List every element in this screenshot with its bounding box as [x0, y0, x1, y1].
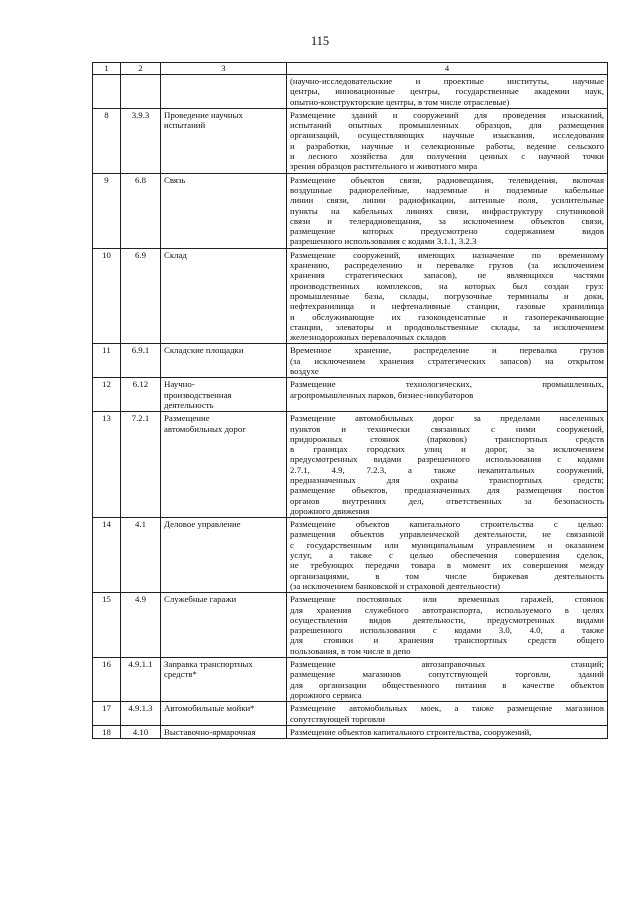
header-cell: 3: [161, 63, 287, 75]
table-row: [93, 725, 608, 738]
use-description: [287, 344, 608, 378]
use-name: [161, 702, 287, 726]
description-line: хранению, распределению и перевалке грузов (за исключением: [290, 260, 604, 271]
description-line: производственных комплексов, на которых был создан груз:: [290, 280, 604, 291]
header-cell: 1: [93, 63, 121, 75]
description-line: разрешенного использования с кодами 3.1.1, 3.2.3: [290, 236, 477, 247]
description-line: для организации общественного питания в качестве объектов: [290, 679, 604, 690]
description-line: Размещение автозаправочных станций;: [290, 659, 604, 670]
use-code: 6.9.1: [121, 344, 161, 378]
use-name: [161, 658, 287, 702]
table-row: [93, 248, 608, 344]
description-line: Размещение сооружений, имеющих назначение по временному: [290, 249, 604, 260]
use-name-line: Заправка транспортных: [164, 659, 253, 670]
description-line: организациями, в том числе биржевая деятельность: [290, 570, 604, 581]
description-line: сопутствующей торговли: [290, 713, 385, 724]
description-line: Размещение автомобильных дорог за пределами населенных: [290, 413, 604, 424]
use-name-line: Связь: [164, 174, 186, 185]
table-body: [93, 75, 608, 739]
row-number: 8: [93, 108, 121, 173]
description-line: хранения стратегических запасов), не являющихся частями: [290, 270, 604, 281]
description-line: пользования, в том числе в депо: [290, 645, 411, 656]
use-name: [161, 248, 287, 344]
use-name-line: Автомобильные мойки*: [164, 703, 255, 714]
text-line: центры, инновационные центры, государственные академии наук,: [290, 86, 604, 97]
use-name-line: средств*: [164, 669, 197, 680]
use-code: 6.8: [121, 173, 161, 248]
description-line: (за исключением хранения стратегических запасов) на открытом: [290, 355, 604, 366]
description-line: с государственным или муниципальным управлением и оказанием: [290, 539, 604, 550]
description-line: Размещение объектов капитального строительства с целью:: [290, 519, 604, 530]
header-cell: 2: [121, 63, 161, 75]
use-name-line: Склад: [164, 249, 187, 260]
use-code: 7.2.1: [121, 412, 161, 518]
use-name-line: автомобильных дорог: [164, 423, 246, 434]
use-name-line: Складские площадки: [164, 345, 244, 356]
description-line: 2.7.1, 4.9, 7.2.3, а также некапитальных сооружений,: [290, 464, 604, 475]
description-line: предусмотренных видами разрешенного использования с кодами: [290, 454, 604, 465]
use-description: [287, 593, 608, 658]
description-line: осуществления видов деятельности, предусмотренных видами: [290, 614, 604, 625]
use-description: [287, 378, 608, 412]
description-line: пунктов и технически связанных с ними сооружений,: [290, 423, 604, 434]
description-line: разрешенного использования с кодами 3.0, 4.0, а также: [290, 625, 604, 636]
description-line: размещение объектов, предназначенных для размещения постов: [290, 485, 604, 496]
description-line: станции, элеваторы и продовольственные склады, за исключением: [290, 321, 604, 332]
use-name: [161, 725, 287, 738]
description-line: для хранения служебного автотранспорта, используемого в целях: [290, 604, 604, 615]
land-use-table: [92, 62, 608, 739]
use-name-line: Проведение научных: [164, 109, 243, 120]
table-row: [93, 378, 608, 412]
table-row: [93, 412, 608, 518]
header-cell: 4: [287, 63, 608, 75]
description-line: размещения объектов управленческой деятельности, не связанной: [290, 529, 604, 540]
description-line: размещение магазинов сопутствующей торговли, зданий: [290, 669, 604, 680]
description-line: и лесного хозяйства для получения ценных с научной точки: [290, 151, 604, 162]
description-line: предназначенных для охраны транспортных средств;: [290, 474, 604, 485]
row-number: 17: [93, 702, 121, 726]
use-description: [287, 412, 608, 518]
use-name-line: Научно-: [164, 379, 195, 390]
use-name-line: деятельность: [164, 399, 214, 410]
use-code: 3.9.3: [121, 108, 161, 173]
use-name: [161, 518, 287, 593]
description-line: испытаний опытных промышленных образцов, для размещения: [290, 120, 604, 131]
description-line: агропромышленных парков, бизнес-инкубаторов: [290, 389, 474, 400]
description-line: зрения образцов растительного и животного мира: [290, 161, 478, 172]
use-code: 4.9.1.1: [121, 658, 161, 702]
use-code: 4.9.1.3: [121, 702, 161, 726]
row-number: 18: [93, 725, 121, 738]
description-line: пункты на кабельных линиях связи, инфраструктуру спутниковой: [290, 205, 604, 216]
description-line: Размещение постоянных или временных гаражей, стоянок: [290, 594, 604, 605]
row-number: 10: [93, 248, 121, 344]
use-name: [161, 378, 287, 412]
row-number: 16: [93, 658, 121, 702]
table-row: [93, 518, 608, 593]
description-line: размещение которых предусмотрено содержанием видов: [290, 226, 604, 237]
use-name: [161, 173, 287, 248]
description-line: Размещение автомобильных моек, а также размещение магазинов: [290, 703, 604, 714]
description-line: воздухе: [290, 366, 319, 377]
empty-cell: [161, 75, 287, 109]
use-description: [287, 658, 608, 702]
use-code: 4.9: [121, 593, 161, 658]
use-name-line: Размещение: [164, 413, 210, 424]
continuation-description: [287, 75, 608, 109]
description-line: органов внутренних дел, ответственных за безопасность: [290, 495, 604, 506]
table-row: [93, 658, 608, 702]
row-number: 12: [93, 378, 121, 412]
use-code: 4.10: [121, 725, 161, 738]
description-line: линии связи, линии радиофикации, антенные поля, усилительные: [290, 195, 604, 206]
use-description: [287, 108, 608, 173]
table-row: [93, 173, 608, 248]
table-row: [93, 344, 608, 378]
row-number: 15: [93, 593, 121, 658]
table-header-row: [93, 63, 608, 75]
description-line: в границах городских улиц и дорог, за исключением: [290, 444, 604, 455]
use-description: [287, 173, 608, 248]
table-row: [93, 593, 608, 658]
description-line: не требующих передачи товара в момент их совершения между: [290, 560, 604, 571]
description-line: и обслуживающие их газоконденсатные и газоперекачивающие: [290, 311, 604, 322]
description-line: связи и телерадиовещания, за исключением объектов связи,: [290, 215, 604, 226]
row-number: 14: [93, 518, 121, 593]
description-line: Размещение объектов связи, радиовещания, телевидения, включая: [290, 174, 604, 185]
description-line: Размещение зданий и сооружений для проведения изысканий,: [290, 109, 604, 120]
use-code: 4.1: [121, 518, 161, 593]
description-line: Размещение объектов капитального строительства, сооружений,: [290, 726, 532, 737]
use-description: [287, 725, 608, 738]
continuation-row: [93, 75, 608, 109]
description-line: (за исключением банковской и страховой деятельности): [290, 580, 501, 591]
description-line: Размещение технологических, промышленных,: [290, 379, 604, 390]
use-description: [287, 702, 608, 726]
description-line: железнодорожных перевалочных складов: [290, 332, 446, 343]
description-line: для стоянки и хранения транспортных средств общего: [290, 635, 604, 646]
use-name-line: Выставочно-ярмарочная: [164, 726, 256, 737]
use-code: 6.9: [121, 248, 161, 344]
use-name-line: производственная: [164, 389, 232, 400]
empty-cell: [121, 75, 161, 109]
use-name-line: испытаний: [164, 120, 206, 131]
description-line: придорожных стоянок (парковок) транспортных средств: [290, 433, 604, 444]
table-row: [93, 702, 608, 726]
description-line: воздушные радиорелейные, надземные и подземные кабельные: [290, 184, 604, 195]
row-number: 11: [93, 344, 121, 378]
description-line: и разработки, научные и селекционные работы, ведение сельского: [290, 140, 604, 151]
use-description: [287, 518, 608, 593]
use-name: [161, 593, 287, 658]
text-line: (научно-исследовательские и проектные институты, научные: [290, 76, 604, 86]
description-line: дорожного сервиса: [290, 689, 362, 700]
use-name: [161, 344, 287, 378]
use-description: [287, 248, 608, 344]
use-name-line: Служебные гаражи: [164, 594, 237, 605]
description-line: дорожного движения: [290, 505, 370, 516]
page-number: 115: [310, 34, 330, 48]
use-name-line: Деловое управление: [164, 519, 241, 530]
use-code: 6.12: [121, 378, 161, 412]
description-line: услуг, а также с целью обеспечения совершения сделок,: [290, 550, 604, 561]
row-number: 9: [93, 173, 121, 248]
text-line: опытно-конструкторские центры, в том числе отраслевые): [290, 96, 510, 107]
description-line: Временное хранение, распределение и перевалка грузов: [290, 345, 604, 356]
description-line: промышленные базы, склады, погрузочные терминалы и доки,: [290, 290, 604, 301]
row-number: 13: [93, 412, 121, 518]
empty-cell: [93, 75, 121, 109]
description-line: организаций, осуществляющих научные изыскания, исследования: [290, 130, 604, 141]
description-line: нефтехранилища и нефтеналивные станции, газовые хранилища: [290, 301, 604, 312]
use-name: [161, 108, 287, 173]
table-row: [93, 108, 608, 173]
use-name: [161, 412, 287, 518]
